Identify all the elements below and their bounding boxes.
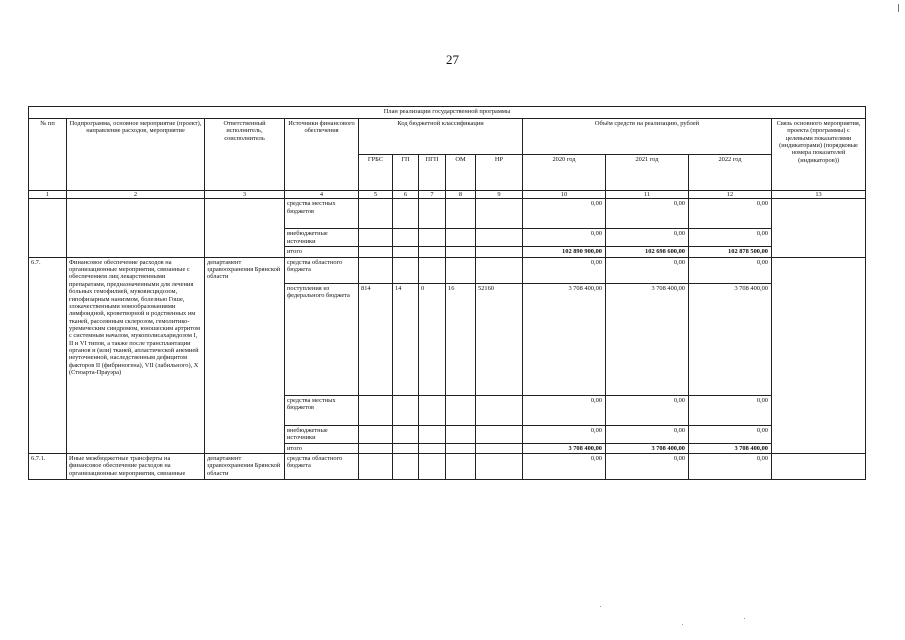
source-cell: внебюджетные источники [285,229,359,247]
value-2022: 3 708 400,00 [689,283,772,395]
value-2022: 0,00 [689,257,772,283]
scan-speck [600,606,601,607]
total-2022: 102 878 500,00 [689,247,772,257]
source-cell: средства областного бюджета [285,454,359,480]
header-gp: ГП [393,155,419,191]
source-cell: поступления из федерального бюджета [285,283,359,395]
total-2021: 102 698 600,00 [606,247,689,257]
kbk-nr: 52160 [476,283,523,395]
header-source: Источники финансового обеспечения [285,119,359,191]
value-2022: 0,00 [689,199,772,229]
value-2021: 0,00 [606,229,689,247]
header-2021: 2021 год [606,155,689,191]
source-cell: внебюджетные источники [285,425,359,443]
row-number: 6.7.1. [29,454,67,480]
table-title: План реализации государственной программы [29,107,866,119]
kbk-gp: 14 [393,283,419,395]
kbk-om: 16 [446,283,476,395]
table-row [29,257,866,283]
page-number: 27 [446,52,459,67]
responsible-executor: департамент здравоохранения Брянской области [205,454,285,480]
value-2022: 0,00 [689,395,772,425]
value-2021: 0,00 [606,425,689,443]
scan-mark [898,4,899,12]
header-2022: 2022 год [689,155,772,191]
scan-speck [682,624,683,625]
kbk-pgp: 0 [419,283,446,395]
header-pgp: ПГП [419,155,446,191]
value-2021: 3 708 400,00 [606,283,689,395]
value-2021: 0,00 [606,199,689,229]
value-2022: 0,00 [689,454,772,480]
scan-speck [744,618,745,619]
header-indicator-link: Связь основного мероприятия, проекта (программы) с целевыми показателями (индикаторами) (порядковые номера показателей (индикаторов)) [772,119,866,191]
colnum: 12 [689,191,772,199]
row-number: 6.7. [29,257,67,453]
header-volume: Объём средств на реализацию, рублей [523,119,772,155]
value-2022: 0,00 [689,425,772,443]
total-2020: 3 708 400,00 [523,443,606,453]
value-2020: 0,00 [523,395,606,425]
colnum: 1 [29,191,67,199]
measure-name: Финансовое обеспечение расходов на организационные мероприятия, связанные с обеспечением лиц лекарственными препаратами, предназначенными для лечения больных гемофилией, муковисцидозом, гипофизарным нанизмом, болезнью Гоше, злокачественными новообразованиями лимфоидной, кроветворной и родственных им тканей, рассеянным склерозом, гемолитико-уремическим синдромом, юношеским артритом с системным началом, мукополисахаридозом I, II и VI типов, а также после трансплантации органов и (или) тканей, апластической анемией неуточненной, наследственным дефицитом факторов II (фибриногена), VII (лабильного), X (Стюарта-Прауэра) [67,257,205,453]
header-kbk: Код бюджетной классификации [359,119,523,155]
source-cell: средства областного бюджета [285,257,359,283]
kbk-grbs: 814 [359,283,393,395]
colnum: 2 [67,191,205,199]
header-grbs: ГРБС [359,155,393,191]
header-2020: 2020 год [523,155,606,191]
total-2022: 3 708 400,00 [689,443,772,453]
colnum: 9 [476,191,523,199]
responsible-executor: департамент здравоохранения Брянской области [205,257,285,453]
colnum: 4 [285,191,359,199]
value-2020: 0,00 [523,425,606,443]
table-row [29,199,866,229]
header-nr: НР [476,155,523,191]
colnum: 3 [205,191,285,199]
value-2020: 0,00 [523,199,606,229]
program-plan-table [28,106,866,480]
header-num: № пп [29,119,67,191]
colnum: 7 [419,191,446,199]
value-2020: 0,00 [523,454,606,480]
colnum: 6 [393,191,419,199]
total-2021: 3 708 400,00 [606,443,689,453]
source-cell: средства местных бюджетов [285,199,359,229]
value-2020: 0,00 [523,229,606,247]
header-name: Подпрограмма, основное мероприятие (проект), направление расходов, мероприятие [67,119,205,191]
header-responsible: Ответственный исполнитель, соисполнитель [205,119,285,191]
value-2021: 0,00 [606,454,689,480]
header-om: ОМ [446,155,476,191]
value-2022: 0,00 [689,229,772,247]
colnum: 8 [446,191,476,199]
source-cell: итого [285,443,359,453]
colnum: 5 [359,191,393,199]
colnum: 10 [523,191,606,199]
table-row [29,454,866,480]
source-cell: средства местных бюджетов [285,395,359,425]
colnum: 13 [772,191,866,199]
source-cell: итого [285,247,359,257]
value-2021: 0,00 [606,395,689,425]
colnum: 11 [606,191,689,199]
total-2020: 102 890 900,00 [523,247,606,257]
value-2021: 0,00 [606,257,689,283]
value-2020: 3 708 400,00 [523,283,606,395]
measure-name: Иные межбюджетные трансферты на финансовое обеспечение расходов на организационные мероприятия, связанные [67,454,205,480]
value-2020: 0,00 [523,257,606,283]
